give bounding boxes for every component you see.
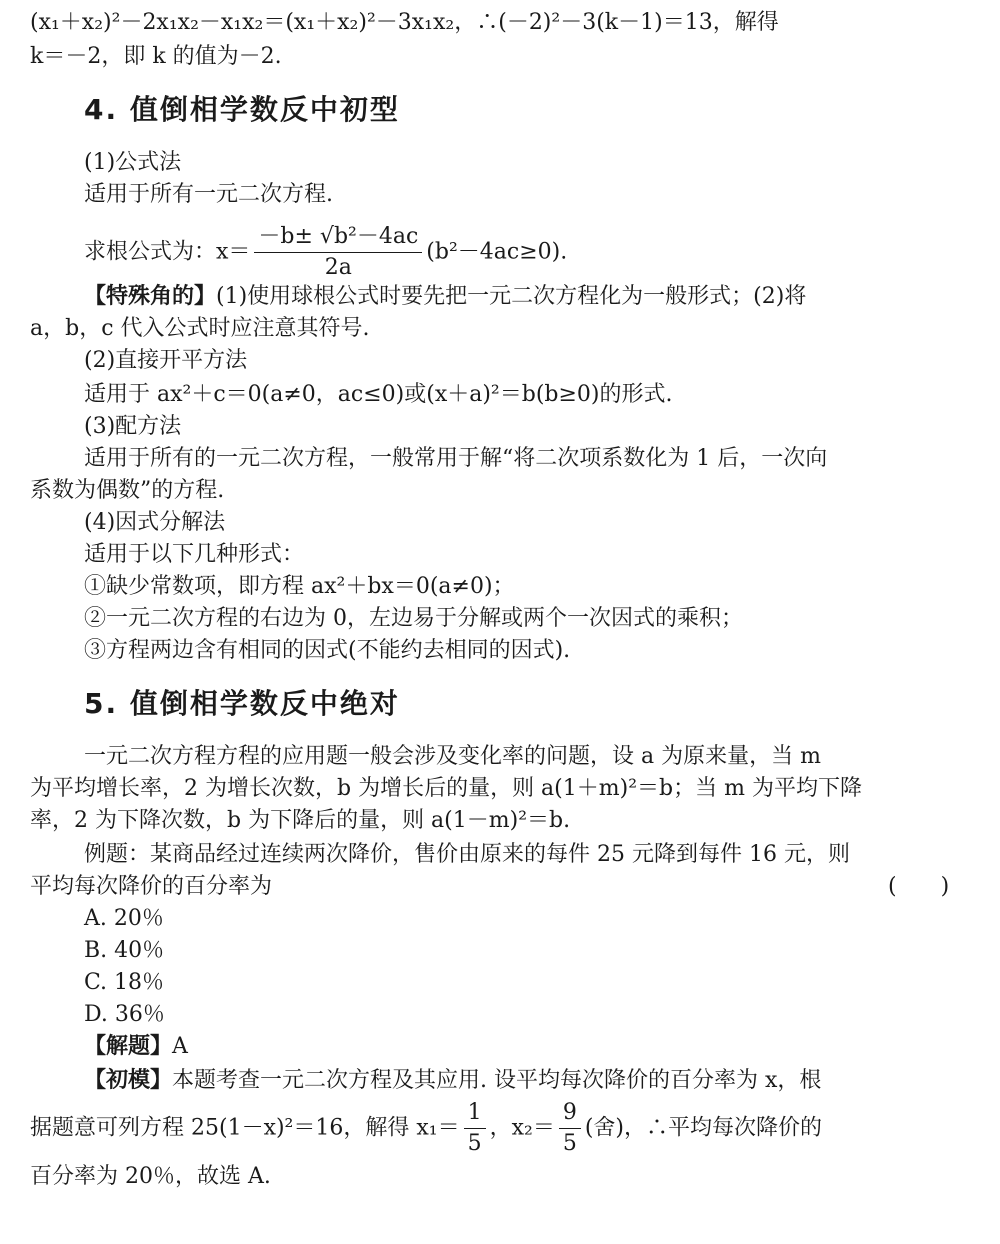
formula-suffix: (b²－4ac≥0).: [426, 239, 568, 265]
fraction-one-fifth: [464, 1098, 486, 1159]
option-b: B. 40％: [84, 938, 165, 963]
fraction-denominator: 5: [467, 1131, 482, 1156]
text-line: 平均每次降价的百分率为: [30, 874, 273, 899]
explanation-line: [30, 1098, 822, 1159]
text-line: a，b，c 代入公式时应注意其符号.: [30, 316, 370, 341]
formula-line: [84, 222, 567, 283]
note-text: (1)使用球根公式时要先把一元二次方程化为一般形式；(2)将: [216, 284, 807, 309]
quadratic-formula-fraction: [254, 222, 422, 283]
fraction-denominator: 5: [562, 1131, 577, 1156]
answer-value: A: [172, 1034, 188, 1059]
text-line: 例题：某商品经过连续两次降价，售价由原来的每件 25 元降到每件 16 元，则: [84, 842, 850, 867]
formula-prefix: 求根公式为：x＝: [84, 239, 251, 265]
fraction-numerator: 1: [464, 1098, 486, 1129]
text-line: (4)因式分解法: [84, 510, 226, 535]
answer-line: [84, 1032, 188, 1062]
list-item: ①缺少常数项，即方程 ax²＋bx＝0(a≠0)；: [84, 574, 515, 599]
list-item: ②一元二次方程的右边为 0，左边易于分解或两个一次因式的乘积；: [84, 606, 743, 631]
text-line: [84, 282, 806, 312]
explanation-text: 据题意可列方程 25(1－x)²＝16，解得 x₁＝: [30, 1115, 460, 1141]
explanation-text: ，x₂＝: [489, 1115, 555, 1141]
text-line: 适用于所有一元二次方程.: [84, 182, 333, 207]
text-line: (1)公式法: [84, 150, 182, 175]
text-line: (3)配方法: [84, 414, 182, 439]
fraction-numerator: －b± √b²－4ac: [254, 222, 422, 253]
option-d: D. 36％: [84, 1002, 165, 1027]
answer-blank: ( ): [888, 874, 950, 899]
explanation-tag: 【初模】: [84, 1068, 173, 1093]
note-tag: 【特殊角的】: [84, 284, 217, 309]
option-a: A. 20％: [84, 906, 164, 931]
text-line: 适用于以下几种形式：: [84, 542, 305, 567]
explanation-line: [84, 1066, 821, 1096]
answer-tag: 【解题】: [84, 1034, 173, 1059]
text-line: 率，2 为下降次数，b 为下降后的量，则 a(1－m)²＝b.: [30, 808, 571, 833]
text-line: 系数为偶数”的方程.: [30, 478, 225, 503]
text-line: 一元二次方程方程的应用题一般会涉及变化率的问题，设 a 为原来量，当 m: [84, 744, 821, 769]
text-line: 为平均增长率，2 为增长次数，b 为增长后的量，则 a(1＋m)²＝b；当 m 为平均下降: [30, 776, 862, 801]
fraction-denominator: 2a: [324, 255, 352, 280]
text-line: 百分率为 20％，故选 A.: [30, 1164, 271, 1189]
section-heading: 5. 值倒相学数反中绝对: [84, 687, 400, 720]
text-line: 适用于所有的一元二次方程，一般常用于解“将二次项系数化为 1 后，一次向: [84, 446, 828, 471]
text-line: 适用于 ax²＋c＝0(a≠0，ac≤0)或(x＋a)²＝b(b≥0)的形式.: [84, 382, 673, 407]
list-item: ③方程两边含有相同的因式(不能约去相同的因式).: [84, 638, 571, 663]
text-line: k＝－2，即 k 的值为－2.: [30, 44, 282, 69]
option-c: C. 18％: [84, 970, 165, 995]
fraction-numerator: 9: [559, 1098, 581, 1129]
fraction-nine-fifths: [559, 1098, 581, 1159]
explanation-text: 本题考查一元二次方程及其应用. 设平均每次降价的百分率为 x，根: [172, 1068, 822, 1093]
text-line: (2)直接开平方法: [84, 348, 248, 373]
section-heading: 4. 值倒相学数反中初型: [84, 93, 400, 126]
text-line: (x₁＋x₂)²－2x₁x₂－x₁x₂＝(x₁＋x₂)²－3x₁x₂，∴(－2)²－3(k－1)＝13，解得: [30, 10, 779, 35]
explanation-text: (舍)，∴平均每次降价的: [584, 1115, 822, 1141]
